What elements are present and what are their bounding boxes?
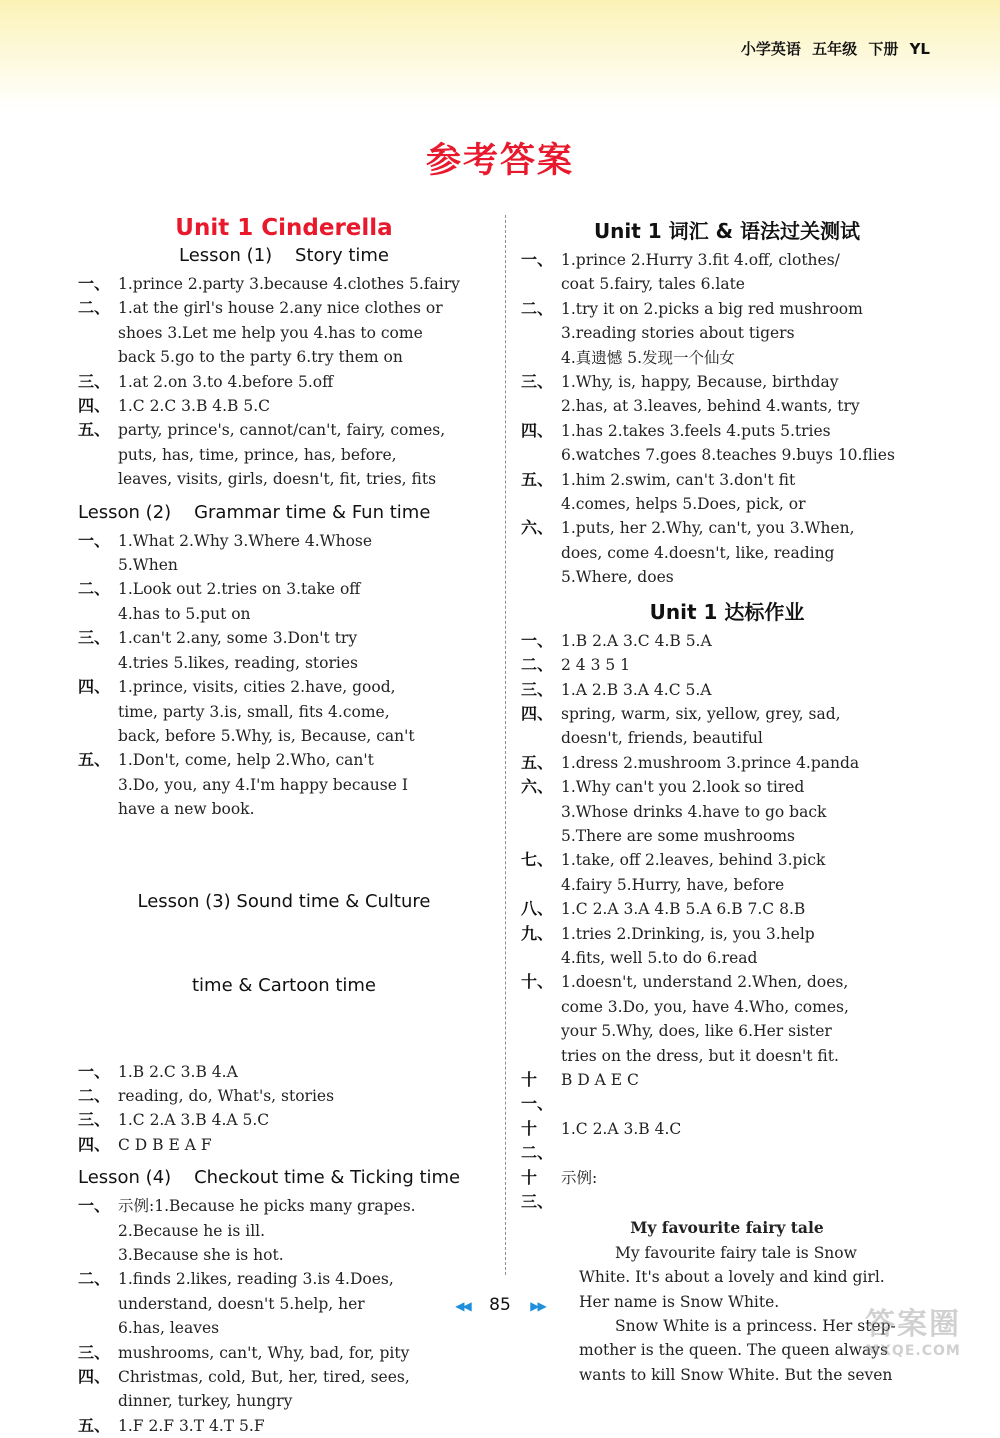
answer-item [78, 1060, 490, 1084]
essay-title: My favourite fairy tale [630, 1218, 824, 1238]
answer-text [561, 370, 933, 419]
answer-item [521, 897, 933, 921]
question-number: 十二、 [521, 1118, 554, 1163]
answer-line: 1.C 2.A 3.B 4.A 5.C [118, 1111, 270, 1130]
homework-answers [521, 629, 933, 1215]
answer-item [521, 848, 933, 897]
lesson2-title: Lesson (2) Grammar time & Fun time [78, 501, 431, 523]
answer-item [521, 751, 933, 775]
question-number: 一、 [78, 530, 111, 550]
answer-item [78, 1414, 490, 1438]
test-title: Unit 1 词汇 & 语法过关测试 [593, 219, 861, 243]
answer-item [78, 1133, 490, 1157]
answer-line: puts, has, time, prince, has, before, [118, 445, 397, 464]
lesson1-title: Lesson (1) Story time [178, 245, 389, 266]
answer-line: 6.watches 7.goes 8.teaches 9.buys 10.flies [561, 446, 895, 465]
question-number: 三、 [521, 372, 554, 392]
answer-line: 6.has, leaves [118, 1319, 220, 1338]
answer-text [118, 529, 490, 578]
answer-line: 1.dress 2.mushroom 3.prince 4.panda [561, 753, 860, 772]
answer-line: 5.When [118, 556, 178, 575]
prev-page-arrows: ◀◀ [455, 1299, 470, 1313]
answer-text [118, 1365, 490, 1414]
answer-line: 示例:1.Because he picks many grapes. [118, 1197, 416, 1216]
answer-line: 2.Because he is ill. [118, 1221, 266, 1240]
answer-text [118, 577, 490, 626]
question-number: 三、 [78, 1110, 111, 1130]
question-number: 二、 [78, 1085, 111, 1105]
answer-text [561, 678, 933, 702]
question-number: 七、 [521, 850, 554, 870]
answer-text [118, 1341, 490, 1365]
answer-text [561, 629, 933, 653]
question-number: 三、 [78, 371, 111, 391]
question-number: 四、 [78, 677, 111, 697]
answer-line: 4.fits, well 5.to do 6.read [561, 948, 758, 967]
lesson3-title: Lesson (3) Sound time & Culture time & Cartoon time [137, 890, 431, 996]
answer-item [521, 1117, 933, 1166]
answer-line: 1.C 2.A 3.B 4.C [561, 1119, 682, 1138]
answer-text [118, 1414, 490, 1438]
lesson2-answers [78, 529, 490, 822]
answer-line: 1.Why, is, happy, Because, birthday [561, 373, 839, 392]
question-number: 六、 [521, 518, 554, 538]
question-number: 一、 [78, 1196, 111, 1216]
question-number: 二、 [78, 1269, 111, 1289]
answer-text [561, 751, 933, 775]
answer-line: 1.A 2.B 3.A 4.C 5.A [561, 680, 712, 699]
answer-line: 1.take, off 2.leaves, behind 3.pick [561, 851, 826, 870]
question-number: 一、 [78, 274, 111, 293]
answer-text [561, 1117, 933, 1166]
answer-line: 2 4 3 5 1 [561, 656, 631, 675]
answer-line: 1.F 2.F 3.T 4.T 5.F [118, 1416, 265, 1435]
answer-line: 3.reading stories about tigers [561, 324, 795, 343]
answer-item [78, 272, 490, 296]
answer-line: 1.Look out 2.tries on 3.take off [118, 580, 361, 599]
question-number: 四、 [78, 1367, 111, 1386]
answer-text [118, 1108, 490, 1132]
page-number: 85 [489, 1295, 511, 1315]
unit-title: Unit 1 Cinderella [175, 215, 393, 241]
answer-item [78, 529, 490, 578]
answer-text [118, 748, 490, 821]
essay-line: mother is the queen. The queen always [579, 1341, 888, 1360]
question-number: 三、 [78, 1342, 111, 1362]
answer-text [118, 418, 490, 491]
essay-line: White. It's about a lovely and kind girl. [579, 1268, 885, 1287]
question-number: 三、 [78, 628, 111, 648]
answer-item [521, 922, 933, 971]
answer-line: leaves, visits, girls, doesn't, fit, tries, fits [118, 470, 437, 489]
answer-text [118, 1133, 490, 1157]
answer-line: 1.Don't, come, help 2.Who, can't [118, 751, 374, 770]
homework-title: Unit 1 达标作业 [649, 599, 805, 624]
answer-line: 1.B 2.C 3.B 4.A [118, 1062, 238, 1081]
question-number: 四、 [78, 396, 111, 416]
answer-text [561, 419, 933, 468]
answer-line: 3.Do, you, any 4.I'm happy because I [118, 775, 408, 794]
answer-line: 5.There are some mushrooms [561, 826, 795, 845]
answer-line: does, come 4.doesn't, like, reading [561, 543, 835, 562]
answer-line: 1.puts, her 2.Why, can't, you 3.When, [561, 519, 855, 538]
question-number: 四、 [521, 420, 554, 440]
answer-text [118, 272, 490, 296]
answer-item [78, 748, 490, 821]
answer-line: C D B E A F [118, 1135, 212, 1154]
answer-item [521, 516, 933, 589]
answer-line: 示例: [561, 1168, 598, 1187]
question-number: 四、 [521, 703, 554, 723]
answer-text [118, 1194, 490, 1267]
question-number: 九、 [521, 923, 554, 943]
question-number: 六、 [521, 777, 554, 797]
answer-item [78, 675, 490, 748]
next-page-arrows: ▶▶ [530, 1299, 545, 1313]
answer-text [561, 653, 933, 677]
test-answers [521, 248, 933, 590]
answer-line: 1.prince, visits, cities 2.have, good, [118, 678, 396, 697]
answer-line: 1.Why can't you 2.look so tired [561, 778, 805, 797]
answer-line: doesn't, friends, beautiful [561, 729, 763, 748]
answer-item [521, 370, 933, 419]
answer-item [521, 1068, 933, 1117]
answer-text [561, 848, 933, 897]
answer-item [78, 394, 490, 418]
question-number: 二、 [521, 655, 554, 675]
answer-item [78, 370, 490, 394]
answer-item [521, 468, 933, 517]
answer-text [118, 626, 490, 675]
answer-line: 1.at the girl's house 2.any nice clothes or [118, 299, 443, 318]
left-column [78, 215, 490, 1438]
column-divider [505, 215, 506, 1275]
answer-line: 1.finds 2.likes, reading 3.is 4.Does, [118, 1270, 394, 1289]
answer-item [521, 419, 933, 468]
essay-line: Snow White is a princess. Her step- [615, 1317, 896, 1336]
answer-line: 1.B 2.A 3.C 4.B 5.A [561, 631, 712, 650]
essay-line: Her name is Snow White. [579, 1292, 780, 1311]
lesson3-answers [78, 1060, 490, 1158]
answer-line: 3.Whose drinks 4.have to go back [561, 802, 827, 821]
lesson4-answers [78, 1194, 490, 1438]
question-number: 四、 [78, 1134, 111, 1154]
answer-item [521, 702, 933, 751]
answer-line: 1.tries 2.Drinking, is, you 3.help [561, 924, 815, 943]
answer-item [78, 1108, 490, 1132]
question-number: 十一、 [521, 1070, 554, 1114]
lesson4-title: Lesson (4) Checkout time & Ticking time [78, 1167, 461, 1189]
question-number: 二、 [78, 579, 111, 599]
answer-line: spring, warm, six, yellow, grey, sad, [561, 704, 841, 723]
answer-line: B D A E C [561, 1071, 639, 1089]
answer-line: have a new book. [118, 800, 255, 819]
answer-line: time, party 3.is, small, fits 4.come, [118, 702, 390, 721]
answer-text [561, 1068, 933, 1117]
answer-item [78, 1365, 490, 1414]
answer-line: 1.C 2.C 3.B 4.B 5.C [118, 397, 271, 416]
answer-item [521, 297, 933, 370]
answer-text [118, 1084, 490, 1108]
answer-line: Christmas, cold, But, her, tired, sees, [118, 1368, 410, 1386]
answer-text [118, 370, 490, 394]
question-number: 一、 [521, 250, 554, 269]
answer-line: 4.fairy 5.Hurry, have, before [561, 875, 785, 894]
essay-line: wants to kill Snow White. But the seven [579, 1365, 893, 1384]
answer-text [118, 394, 490, 418]
answer-line: mushrooms, can't, Why, bad, for, pity [118, 1343, 410, 1362]
answer-item [78, 1341, 490, 1365]
question-number: 五、 [521, 469, 554, 489]
answer-line: 1.What 2.Why 3.Where 4.Whose [118, 531, 373, 550]
answer-text [561, 468, 933, 517]
essay-line: My favourite fairy tale is Snow [615, 1243, 857, 1262]
answer-item [521, 775, 933, 848]
answer-text [118, 296, 490, 369]
answer-line: 4.真遗憾 5.发现一个仙女 [561, 348, 736, 367]
answer-item [78, 626, 490, 675]
answer-text [561, 1166, 933, 1215]
answer-line: coat 5.fairy, tales 6.late [561, 275, 745, 294]
answer-line: your 5.Why, does, like 6.Her sister [561, 1022, 832, 1041]
answer-line: tries on the dress, but it doesn't fit. [561, 1046, 839, 1065]
right-column [521, 215, 933, 1387]
answer-line: 3.Because she is hot. [118, 1245, 284, 1264]
answer-line: 1.at 2.on 3.to 4.before 5.off [118, 372, 334, 391]
question-number: 十三、 [521, 1167, 554, 1212]
question-number: 二、 [521, 298, 554, 318]
answer-item [521, 678, 933, 702]
question-number: 五、 [78, 420, 111, 440]
answer-line: 1.try it on 2.picks a big red mushroom [561, 299, 863, 318]
answer-line: 1.has 2.takes 3.feels 4.puts 5.tries [561, 421, 831, 440]
answer-item [78, 418, 490, 491]
question-number: 五、 [78, 1415, 111, 1435]
answer-item [521, 1166, 933, 1215]
answer-line: 4.comes, helps 5.Does, pick, or [561, 495, 806, 514]
answer-line: reading, do, What's, stories [118, 1086, 335, 1105]
answer-text [561, 248, 933, 297]
question-number: 二、 [78, 298, 111, 318]
answer-line: 4.tries 5.likes, reading, stories [118, 653, 358, 672]
answer-text [561, 970, 933, 1068]
answer-item [521, 653, 933, 677]
question-number: 一、 [78, 1061, 111, 1081]
lesson1-answers [78, 272, 490, 492]
answer-item [521, 970, 933, 1068]
answer-text [561, 775, 933, 848]
answer-item [78, 1084, 490, 1108]
answer-line: 1.doesn't, understand 2.When, does, [561, 973, 849, 992]
answer-item [521, 629, 933, 653]
answer-line: 1.him 2.swim, can't 3.don't fit [561, 470, 796, 489]
answer-text [118, 1060, 490, 1084]
answer-line: 1.C 2.A 3.A 4.B 5.A 6.B 7.C 8.B [561, 900, 806, 919]
answer-item [78, 577, 490, 626]
answer-line: 4.has to 5.put on [118, 604, 251, 623]
answer-line: 2.has, at 3.leaves, behind 4.wants, try [561, 397, 860, 416]
answer-text [561, 516, 933, 589]
answer-item [78, 1194, 490, 1267]
question-number: 八、 [521, 899, 554, 919]
answer-line: 5.Where, does [561, 568, 674, 587]
answer-line: 1.prince 2.Hurry 3.fit 4.off, clothes/ [561, 251, 840, 269]
answer-item [78, 296, 490, 369]
answer-line: dinner, turkey, hungry [118, 1392, 293, 1411]
question-number: 五、 [78, 750, 111, 770]
watermark-logo: 答案圈 MXQE.COM [865, 1307, 961, 1359]
answer-text [561, 297, 933, 370]
question-number: 三、 [521, 679, 554, 699]
question-number: 五、 [521, 752, 554, 772]
answer-line: party, prince's, cannot/can't, fairy, comes, [118, 421, 446, 440]
question-number: 十、 [521, 972, 554, 992]
book-header: 小学英语 五年级 下册 YL [740, 40, 930, 58]
answer-line: understand, doesn't 5.help, her [118, 1294, 365, 1313]
answer-line: back, before 5.Why, is, Because, can't [118, 726, 415, 745]
answer-line: come 3.Do, you, have 4.Who, comes, [561, 997, 849, 1016]
answer-text [561, 922, 933, 971]
page-title: 参考答案 [425, 141, 574, 181]
answer-line: back 5.go to the party 6.try them on [118, 348, 403, 367]
answer-item [521, 248, 933, 297]
answer-text [118, 675, 490, 748]
answer-line: 1.prince 2.party 3.because 4.clothes 5.fairy [118, 275, 460, 293]
answer-line: shoes 3.Let me help you 4.has to come [118, 323, 423, 342]
answer-line: 1.can't 2.any, some 3.Don't try [118, 629, 358, 648]
answer-text [561, 897, 933, 921]
question-number: 一、 [521, 630, 554, 650]
answer-text [561, 702, 933, 751]
